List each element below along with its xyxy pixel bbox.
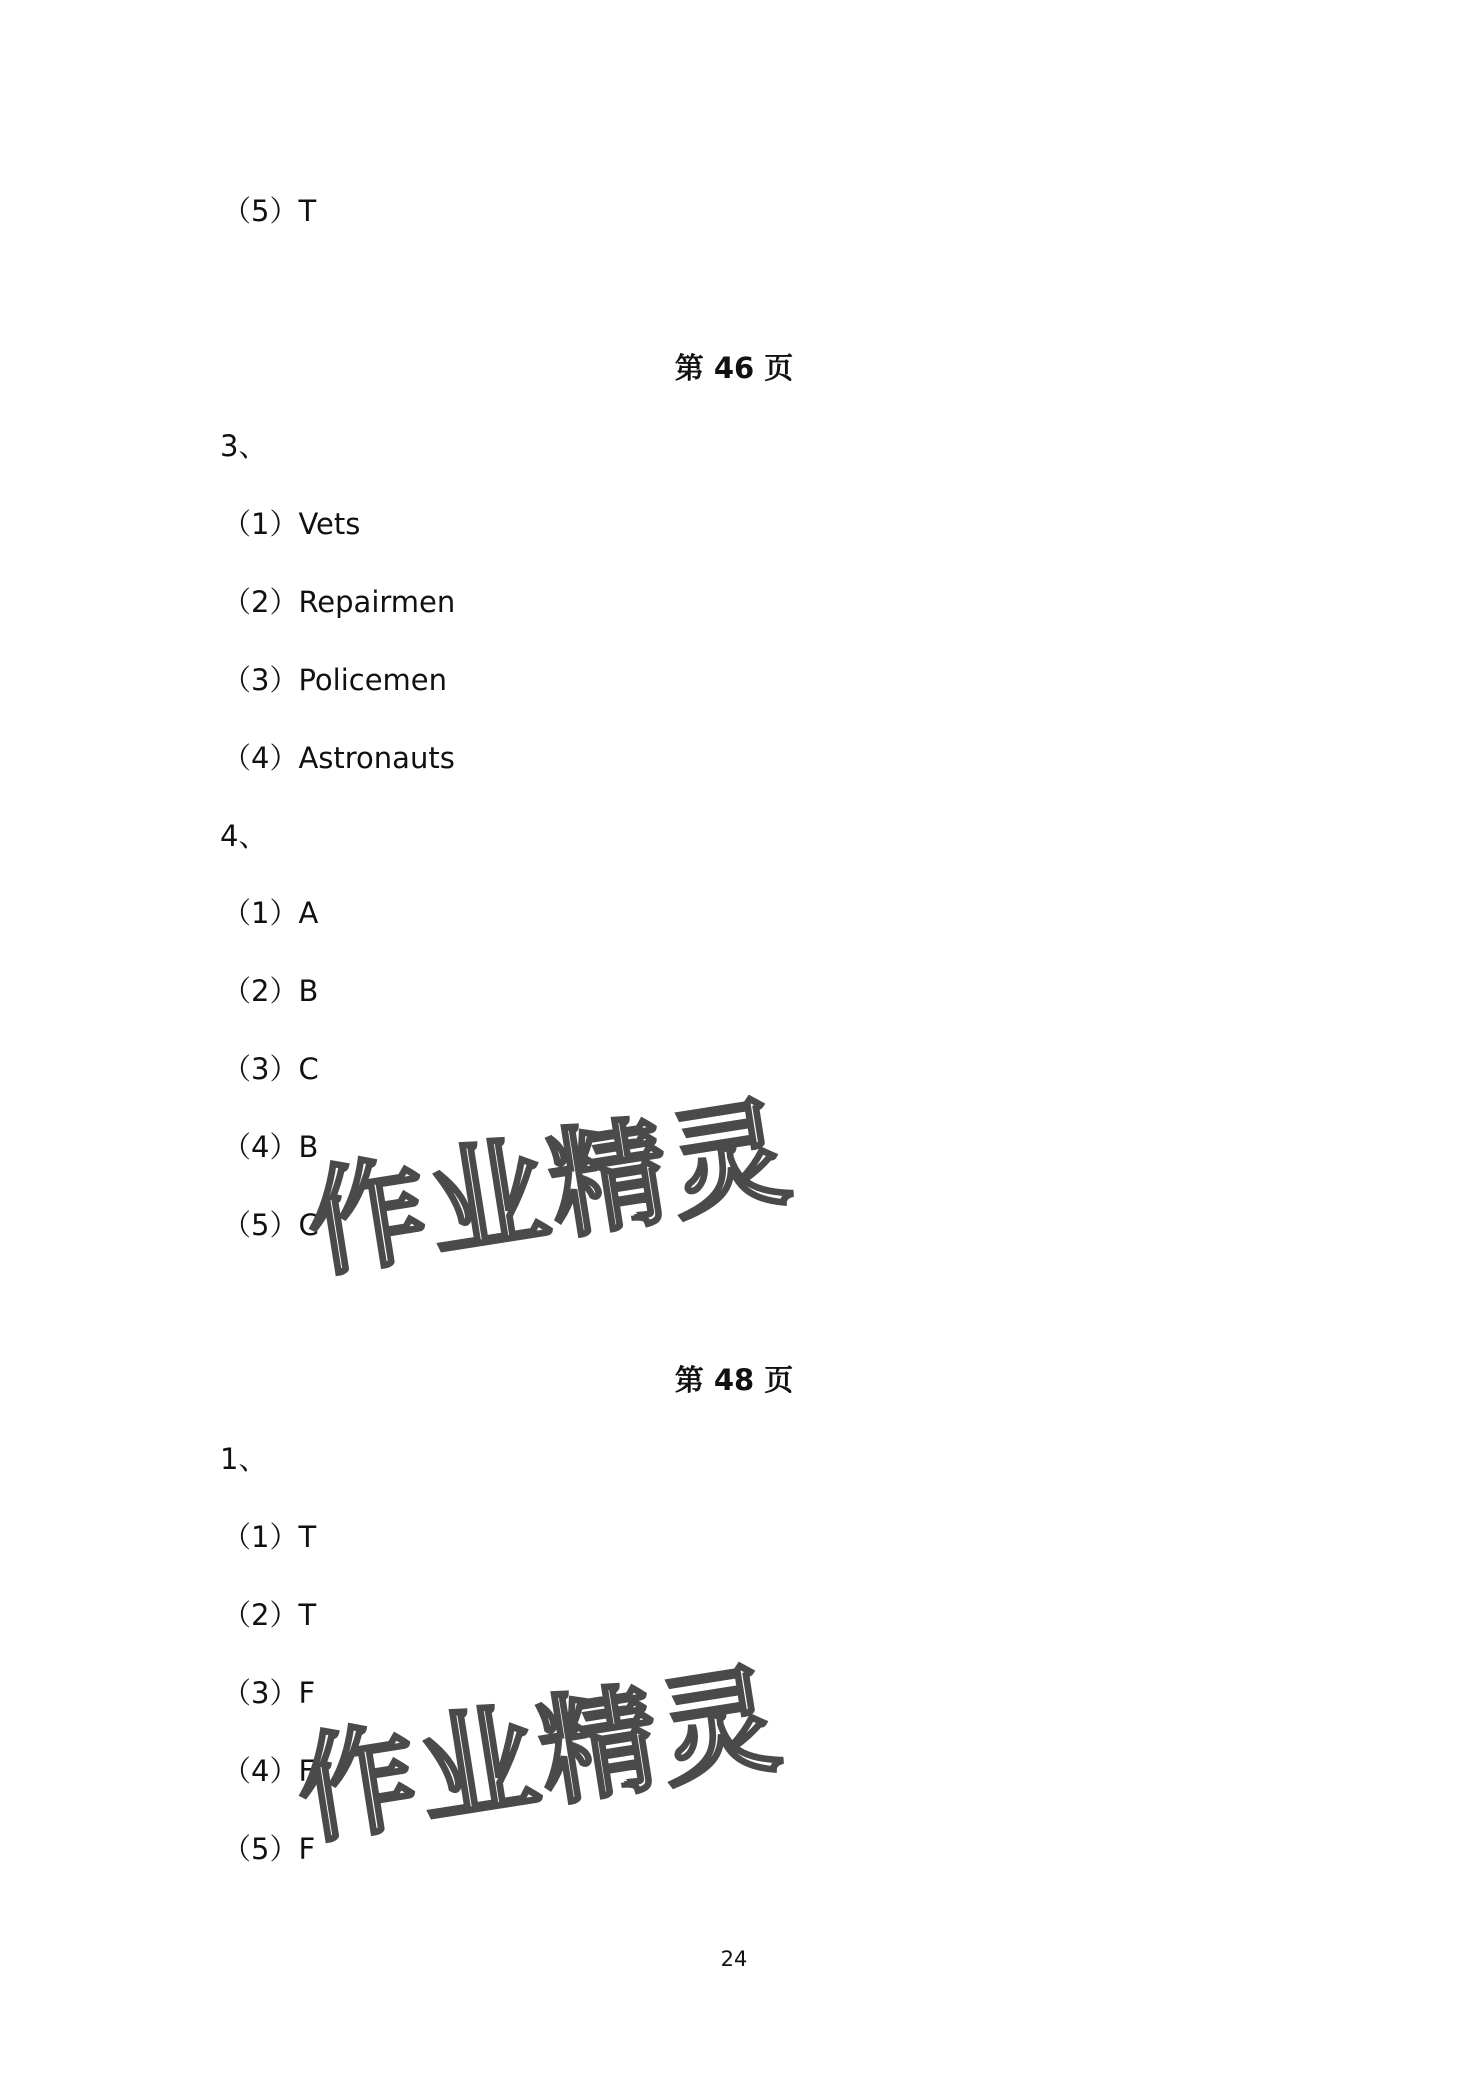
- top-answer-item: （5）T: [222, 194, 317, 228]
- page-number: 24: [720, 1947, 748, 1971]
- watermark: 作业精灵: [288, 1648, 793, 1862]
- answer-item: （2）B: [222, 974, 319, 1008]
- answer-item: （2）T: [222, 1598, 317, 1632]
- answer-item: （3）Policemen: [222, 663, 448, 697]
- answer-item: （4）Astronauts: [222, 741, 455, 775]
- answer-item: （1）Vets: [222, 507, 361, 541]
- question-label-1: 1、: [220, 1442, 268, 1476]
- watermark: 作业精灵: [298, 1081, 803, 1295]
- question-label-3: 3、: [220, 429, 268, 463]
- answer-item: （4）B: [222, 1130, 319, 1164]
- question-label-4: 4、: [220, 819, 268, 853]
- answer-item: （1）A: [222, 896, 319, 930]
- answer-item: （5）C: [222, 1208, 319, 1242]
- answer-item: （1）T: [222, 1520, 317, 1554]
- answer-item: （4）F: [222, 1754, 316, 1788]
- answer-item: （3）C: [222, 1052, 319, 1086]
- section-heading-page-46: 第 46 页: [674, 351, 794, 385]
- section-heading-page-48: 第 48 页: [674, 1363, 794, 1397]
- answer-item: （3）F: [222, 1676, 316, 1710]
- answer-item: （2）Repairmen: [222, 585, 456, 619]
- answer-item: （5）F: [222, 1832, 316, 1866]
